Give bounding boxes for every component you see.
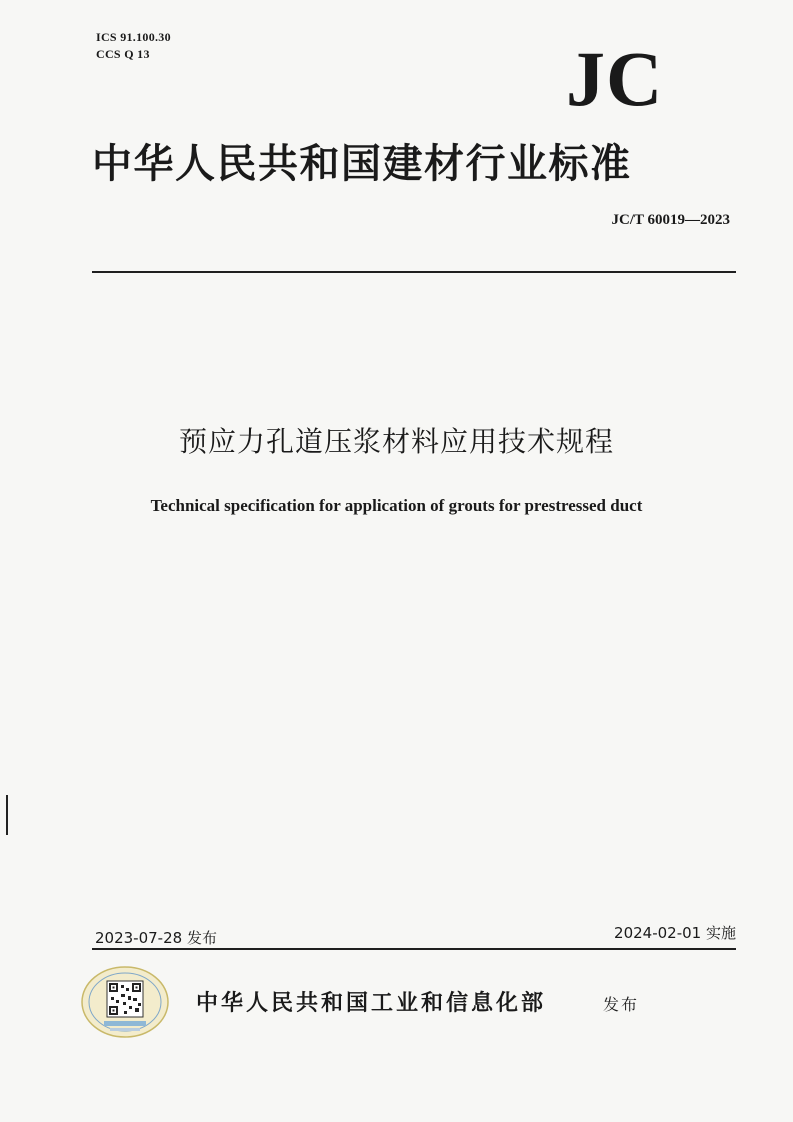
document-title-en: Technical specification for application of grouts for prestressed duct bbox=[150, 496, 643, 515]
standard-number: JC/T 60019—2023 bbox=[611, 212, 730, 228]
jc-logo: JC bbox=[566, 35, 664, 122]
qr-seal-icon bbox=[80, 965, 170, 1039]
header-divider bbox=[92, 271, 736, 273]
ics-code: ICS 91.100.30 bbox=[96, 30, 171, 44]
publish-label: 发布 bbox=[603, 995, 640, 1014]
footer-divider bbox=[92, 948, 736, 950]
issuing-ministry: 中华人民共和国工业和信息化部 bbox=[196, 991, 547, 1016]
document-title-cn: 预应力孔道压浆材料应用技术规程 bbox=[178, 425, 614, 458]
ccs-code: CCS Q 13 bbox=[96, 47, 150, 61]
standard-category-title: 中华人民共和国建材行业标准 bbox=[92, 141, 632, 187]
issue-date: 2023-07-28 发布 bbox=[95, 929, 217, 947]
binding-mark bbox=[6, 795, 8, 835]
implementation-date: 2024-02-01 实施 bbox=[614, 924, 736, 942]
